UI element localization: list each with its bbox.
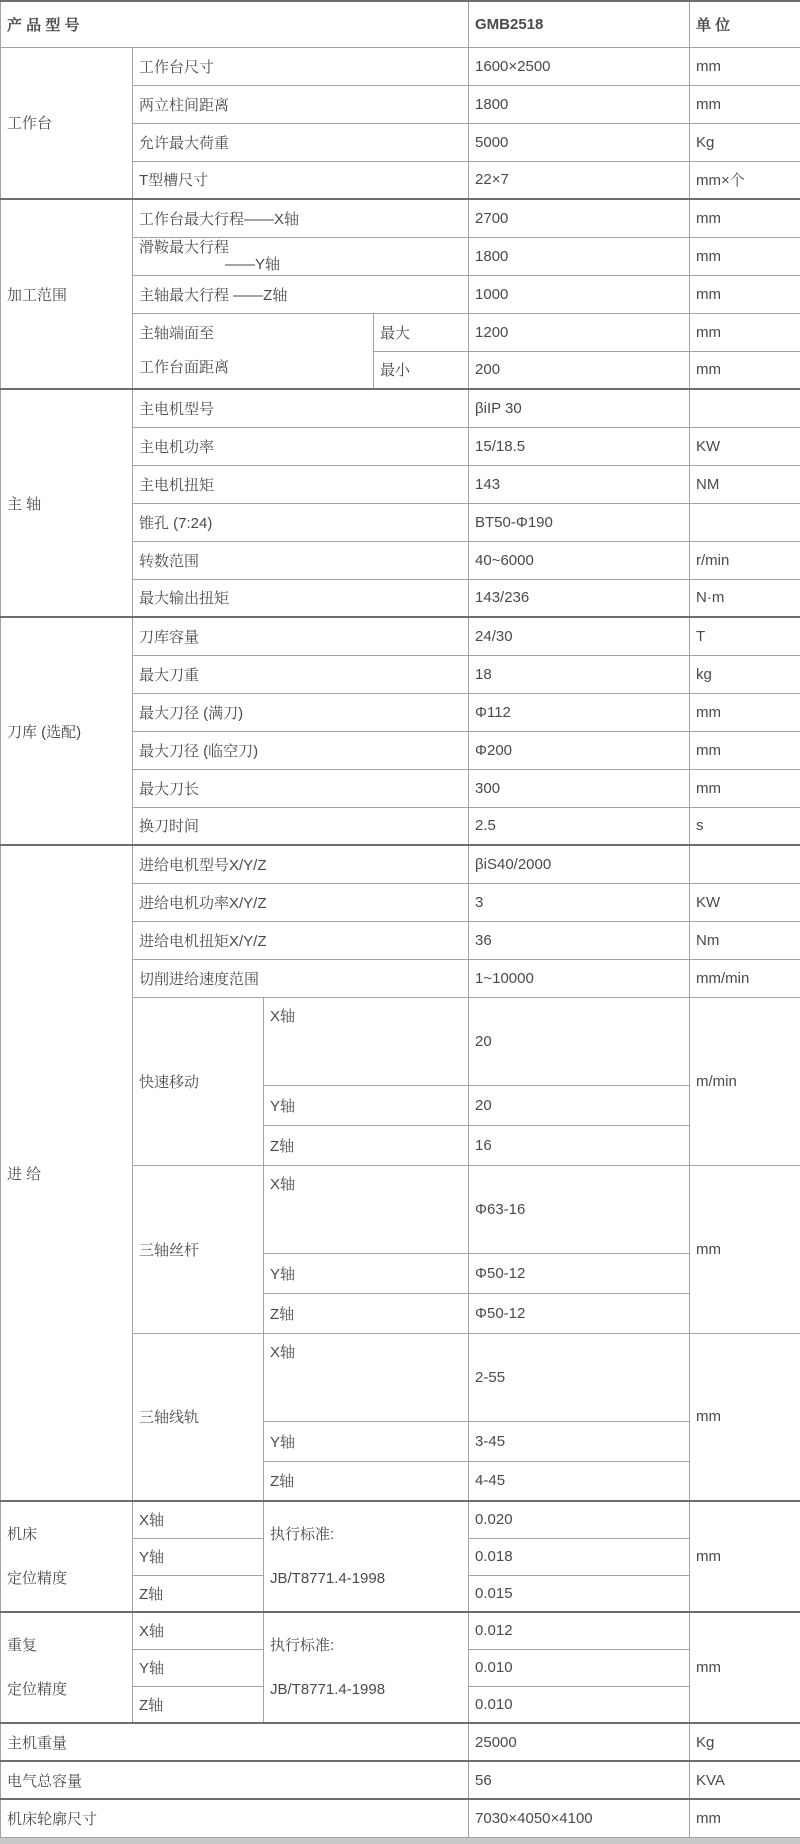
unit-cell: mm [690,1165,800,1333]
axis-label: Z轴 [133,1575,264,1612]
unit-cell: mm [690,85,800,123]
unit-cell: N·m [690,579,800,617]
unit-cell: mm [690,769,800,807]
param-label: T型槽尺寸 [133,161,469,199]
param-value: 25000 [469,1723,690,1761]
param-value: 40~6000 [469,541,690,579]
param-value: 300 [469,769,690,807]
unit-cell [690,503,800,541]
unit-cell: mm [690,1333,800,1501]
param-value: 0.020 [469,1501,690,1538]
group-range: 加工范围 [1,199,133,389]
unit-cell: T [690,617,800,655]
param-label: 最大刀长 [133,769,469,807]
sub-label-rails: 三轴线轨 [133,1333,264,1501]
unit-cell: Kg [690,123,800,161]
unit-cell: KVA [690,1761,800,1799]
unit-cell: Kg [690,1723,800,1761]
param-value: 20 [469,1085,690,1125]
param-value: 3 [469,883,690,921]
axis-label: X轴 [264,997,469,1085]
standard-line1: 执行标准: [270,1513,466,1557]
sub-label-rapid: 快速移动 [133,997,264,1165]
group-magazine: 刀库 (选配) [1,617,133,845]
group-worktable: 工作台 [1,47,133,199]
unit-cell: mm/min [690,959,800,997]
param-value: Φ200 [469,731,690,769]
standard-line2: JB/T8771.4-1998 [270,1557,466,1601]
param-value: 0.015 [469,1575,690,1612]
unit-cell: mm×个 [690,161,800,199]
param-label: 最大刀重 [133,655,469,693]
param-label: 工作台尺寸 [133,47,469,85]
unit-cell [690,389,800,427]
param-label-line1: 主轴端面至 [139,317,371,351]
param-value: 24/30 [469,617,690,655]
param-value: 2-55 [469,1333,690,1421]
param-label: 工作台最大行程——X轴 [133,199,469,237]
param-label-line2: ——Y轴 [139,256,466,273]
param-label: 主机重量 [1,1723,469,1761]
sub-label-min: 最小 [374,351,469,389]
unit-cell: KW [690,427,800,465]
spec-row [1,1501,800,1538]
param-value: 16 [469,1125,690,1165]
spec-row [1,1612,800,1649]
param-value: 143 [469,465,690,503]
param-label: 锥孔 (7:24) [133,503,469,541]
unit-cell: m/min [690,997,800,1165]
param-value: 0.018 [469,1538,690,1575]
standard-line1: 执行标准: [270,1624,466,1668]
axis-label: Y轴 [264,1421,469,1461]
param-label: 最大刀径 (满刀) [133,693,469,731]
param-label: 主电机扭矩 [133,465,469,503]
header-row [1,1,800,47]
group-repeat-positioning [1,1612,133,1723]
param-value: 1800 [469,237,690,275]
param-value: 2700 [469,199,690,237]
axis-label: X轴 [133,1612,264,1649]
param-label-line1: 滑鞍最大行程 [139,239,466,256]
param-label: 允许最大荷重 [133,123,469,161]
spec-row [1,1799,800,1837]
param-label: 进给电机型号X/Y/Z [133,845,469,883]
spec-row [1,1761,800,1799]
param-value: 1000 [469,275,690,313]
group-feed: 进 给 [1,845,133,1501]
unit-cell: mm [690,237,800,275]
unit-cell: mm [690,731,800,769]
param-value: 200 [469,351,690,389]
unit-cell: mm [690,313,800,351]
spec-row [1,389,800,427]
param-value: 7030×4050×4100 [469,1799,690,1837]
spec-row [1,1723,800,1761]
group-label-line2: 定位精度 [7,1557,130,1601]
param-label: 切削进给速度范围 [133,959,469,997]
group-positioning [1,1501,133,1612]
axis-label: X轴 [133,1501,264,1538]
axis-label: Z轴 [264,1293,469,1333]
group-label-line1: 重复 [7,1624,130,1668]
param-value: 0.010 [469,1686,690,1723]
param-label: 转数范围 [133,541,469,579]
param-label: 最大输出扭矩 [133,579,469,617]
axis-label: Y轴 [264,1253,469,1293]
param-label: 机床轮廓尺寸 [1,1799,469,1837]
standard-line2: JB/T8771.4-1998 [270,1668,466,1712]
bottom-strip [0,1838,800,1844]
sub-label-screws: 三轴丝杆 [133,1165,264,1333]
param-value: 0.010 [469,1649,690,1686]
unit-cell [690,845,800,883]
axis-label: X轴 [264,1333,469,1421]
param-value: 22×7 [469,161,690,199]
unit-cell: r/min [690,541,800,579]
param-label: 刀库容量 [133,617,469,655]
header-model: GMB2518 [469,1,690,47]
unit-cell: mm [690,1501,800,1612]
axis-label: Z轴 [264,1461,469,1501]
unit-cell: mm [690,693,800,731]
param-label: 最大刀径 (临空刀) [133,731,469,769]
unit-cell: mm [690,1612,800,1723]
unit-cell: NM [690,465,800,503]
param-value: 18 [469,655,690,693]
unit-cell: mm [690,1799,800,1837]
param-value: 1800 [469,85,690,123]
param-value: 4-45 [469,1461,690,1501]
group-label-line2: 定位精度 [7,1668,130,1712]
standard-cell [264,1612,469,1723]
unit-cell: Nm [690,921,800,959]
param-value: βiIP 30 [469,389,690,427]
param-label: 进给电机扭矩X/Y/Z [133,921,469,959]
param-value: 36 [469,921,690,959]
spec-row [1,199,800,237]
param-label: 主轴最大行程 ——Z轴 [133,275,469,313]
header-param: 产 品 型 号 [1,1,469,47]
param-value: 1200 [469,313,690,351]
param-value: BT50-Φ190 [469,503,690,541]
param-value: 5000 [469,123,690,161]
unit-cell: mm [690,351,800,389]
param-value: 2.5 [469,807,690,845]
param-label: 进给电机功率X/Y/Z [133,883,469,921]
axis-label: Z轴 [133,1686,264,1723]
param-value: βiS40/2000 [469,845,690,883]
param-value: 15/18.5 [469,427,690,465]
param-value: Φ63-16 [469,1165,690,1253]
param-label: 主电机型号 [133,389,469,427]
unit-cell: mm [690,275,800,313]
param-label: 换刀时间 [133,807,469,845]
group-label-line1: 机床 [7,1513,130,1557]
group-spindle: 主 轴 [1,389,133,617]
sub-label-max: 最大 [374,313,469,351]
axis-label: Z轴 [264,1125,469,1165]
standard-cell [264,1501,469,1612]
param-value: 1~10000 [469,959,690,997]
spec-row [1,617,800,655]
unit-cell: kg [690,655,800,693]
spec-row [1,845,800,883]
param-value: 1600×2500 [469,47,690,85]
unit-cell: mm [690,199,800,237]
param-label: 主电机功率 [133,427,469,465]
axis-label: Y轴 [133,1649,264,1686]
param-value: 56 [469,1761,690,1799]
unit-cell: mm [690,47,800,85]
spec-row [1,47,800,85]
param-value: 20 [469,997,690,1085]
param-label: 电气总容量 [1,1761,469,1799]
param-label: 两立柱间距离 [133,85,469,123]
param-label [133,237,469,275]
param-value: Φ50-12 [469,1293,690,1333]
unit-cell: KW [690,883,800,921]
param-label-distance [133,313,374,389]
header-unit: 单 位 [690,1,800,47]
param-value: Φ50-12 [469,1253,690,1293]
axis-label: X轴 [264,1165,469,1253]
param-label-line2: 工作台面距离 [139,351,371,385]
param-value: 3-45 [469,1421,690,1461]
param-value: 0.012 [469,1612,690,1649]
param-value: Φ112 [469,693,690,731]
param-value: 143/236 [469,579,690,617]
unit-cell: s [690,807,800,845]
axis-label: Y轴 [264,1085,469,1125]
axis-label: Y轴 [133,1538,264,1575]
